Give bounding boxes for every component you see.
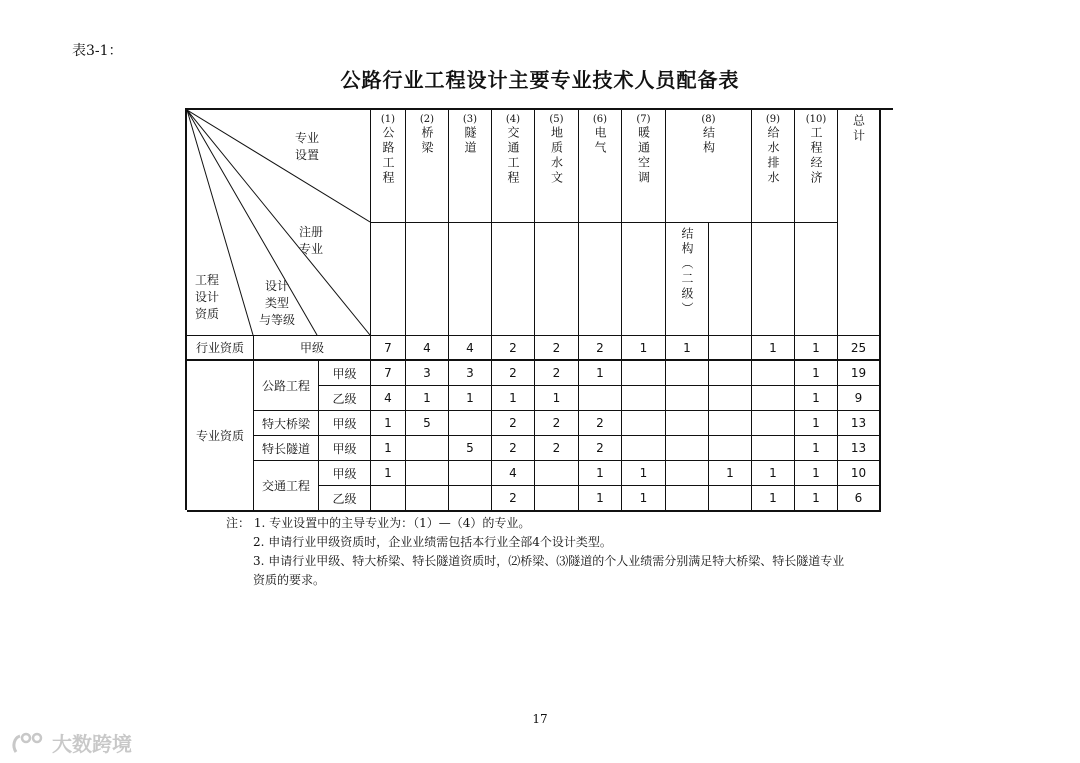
- value-cell: [579, 386, 622, 411]
- registered-cell-empty: [709, 223, 752, 336]
- watermark-text: 大数跨境: [52, 732, 132, 756]
- value-cell: 2: [492, 361, 535, 386]
- value-cell: 1: [371, 436, 406, 461]
- row-label-specialty: 专业资质: [187, 361, 254, 512]
- column-name: 结构: [701, 126, 716, 156]
- label-profession-setting-line2: 设置: [295, 148, 320, 162]
- registered-cell-empty: [492, 223, 535, 336]
- row-label-industry: 行业资质: [187, 336, 254, 361]
- registered-cell-empty: [622, 223, 666, 336]
- value-cell: 3: [449, 361, 492, 386]
- note-3-continued: 资质的要求。: [253, 573, 326, 587]
- label-profession-setting: [295, 130, 319, 164]
- label-profession-setting-line1: 专业: [295, 131, 320, 145]
- value-cell: 1: [752, 486, 795, 512]
- group-label: 交通工程: [254, 461, 319, 512]
- grade-label: 甲级: [319, 411, 371, 436]
- value-cell: 1: [795, 336, 838, 361]
- column-header-geology: [535, 110, 579, 223]
- value-cell: 1: [752, 336, 795, 361]
- column-header-traffic: [492, 110, 535, 223]
- value-cell: [666, 436, 709, 461]
- column-header-water: [752, 110, 795, 223]
- value-cell: 3: [406, 361, 449, 386]
- label-qualification: [195, 272, 219, 323]
- value-cell: [449, 411, 492, 436]
- value-cell: [709, 361, 752, 386]
- total-cell: 6: [838, 486, 881, 512]
- column-name: 电气: [593, 126, 607, 156]
- value-cell: [709, 486, 752, 512]
- value-cell: [752, 436, 795, 461]
- label-qual-line3: 资质: [195, 307, 220, 321]
- note-1: 注： 1. 专业设置中的主导专业为：（1）—（4）的专业。: [226, 516, 531, 530]
- value-cell: 1: [795, 411, 838, 436]
- watermark-glyph-icon: [10, 730, 48, 756]
- value-cell: [666, 486, 709, 512]
- watermark-logo: [10, 728, 132, 757]
- column-name: 交通工程: [506, 126, 520, 186]
- label-design-line1: 设计: [265, 279, 290, 293]
- column-name: 隧道: [463, 126, 477, 156]
- column-header-tunnel: [449, 110, 492, 223]
- note-2: 2. 申请行业甲级资质时，企业业绩需包括本行业全部4个设计类型。: [253, 535, 612, 549]
- value-cell: 1: [666, 336, 709, 361]
- value-cell: [666, 411, 709, 436]
- value-cell: 1: [371, 411, 406, 436]
- grade-label: 甲级: [319, 461, 371, 486]
- value-cell: 5: [449, 436, 492, 461]
- column-header-total: [838, 110, 881, 336]
- value-cell: 1: [371, 461, 406, 486]
- page-number: 17: [532, 712, 548, 726]
- column-number: (7): [636, 114, 651, 125]
- value-cell: 1: [752, 461, 795, 486]
- total-cell: 10: [838, 461, 881, 486]
- grade-label: 乙级: [319, 486, 371, 512]
- label-design-line3: 与等级: [259, 313, 296, 327]
- column-number: (8): [701, 114, 716, 125]
- value-cell: 2: [579, 436, 622, 461]
- value-cell: [449, 486, 492, 512]
- value-cell: [709, 436, 752, 461]
- label-registered-line2: 专业: [299, 242, 324, 256]
- value-cell: [371, 486, 406, 512]
- value-cell: 1: [622, 336, 666, 361]
- column-number: (2): [419, 114, 435, 125]
- column-header-electrical: [579, 110, 622, 223]
- value-cell: [666, 361, 709, 386]
- value-cell: 1: [406, 386, 449, 411]
- column-name: 公路工程: [381, 126, 395, 186]
- value-cell: [666, 386, 709, 411]
- value-cell: 2: [492, 336, 535, 361]
- value-cell: [406, 486, 449, 512]
- value-cell: 2: [579, 411, 622, 436]
- value-cell: 7: [371, 336, 406, 361]
- column-header-hvac: [622, 110, 666, 223]
- registered-cell-empty: [535, 223, 579, 336]
- value-cell: [709, 336, 752, 361]
- value-cell: [709, 386, 752, 411]
- value-cell: [709, 411, 752, 436]
- value-cell: 1: [795, 361, 838, 386]
- column-number: (10): [805, 114, 827, 125]
- value-cell: 1: [622, 461, 666, 486]
- value-cell: [752, 361, 795, 386]
- total-cell: 19: [838, 361, 881, 386]
- value-cell: [406, 436, 449, 461]
- column-header-bridge: [406, 110, 449, 223]
- registered-cell-empty: [795, 223, 838, 336]
- value-cell: 1: [795, 461, 838, 486]
- value-cell: 4: [449, 336, 492, 361]
- registered-cell-empty: [752, 223, 795, 336]
- column-number: (1): [380, 114, 396, 125]
- value-cell: [622, 436, 666, 461]
- value-cell: 1: [795, 436, 838, 461]
- value-cell: 2: [535, 361, 579, 386]
- registered-cell-empty: [579, 223, 622, 336]
- value-cell: 1: [795, 486, 838, 512]
- column-number: (6): [592, 114, 608, 125]
- value-cell: 2: [492, 436, 535, 461]
- document-title: 公路行业工程设计主要专业技术人员配备表: [340, 68, 740, 92]
- value-cell: [752, 386, 795, 411]
- value-cell: [449, 461, 492, 486]
- value-cell: 1: [535, 386, 579, 411]
- column-number: (5): [549, 114, 564, 125]
- label-registered-profession: [299, 224, 323, 258]
- total-cell: 9: [838, 386, 881, 411]
- total-cell: 13: [838, 411, 881, 436]
- value-cell: 1: [579, 461, 622, 486]
- grade-label: 甲级: [319, 436, 371, 461]
- column-name: 暖通空调: [636, 126, 651, 186]
- table-label: 表3-1：: [72, 43, 123, 59]
- value-cell: [622, 411, 666, 436]
- value-cell: 1: [579, 486, 622, 512]
- value-cell: [752, 411, 795, 436]
- value-cell: 2: [579, 336, 622, 361]
- column-number: (3): [462, 114, 478, 125]
- group-label: 特大桥梁: [254, 411, 319, 436]
- label-design-type: [259, 278, 295, 329]
- label-registered-line1: 注册: [299, 225, 324, 239]
- registered-cell-empty: [449, 223, 492, 336]
- column-name: 给水排水: [766, 126, 780, 186]
- diagonal-header-cell: [187, 110, 371, 336]
- value-cell: 1: [579, 361, 622, 386]
- registered-cell-empty: [371, 223, 406, 336]
- table-notes: [226, 514, 844, 590]
- value-cell: 1: [622, 486, 666, 512]
- value-cell: 1: [795, 386, 838, 411]
- value-cell: 2: [492, 486, 535, 512]
- value-cell: 7: [371, 361, 406, 386]
- value-cell: 5: [406, 411, 449, 436]
- column-name: 地质水文: [549, 126, 564, 186]
- note-3: 3. 申请行业甲级、特大桥梁、特长隧道资质时，⑵桥梁、⑶隧道的个人业绩需分别满足特大桥梁、特长隧道专业: [253, 554, 845, 568]
- value-cell: 2: [535, 411, 579, 436]
- group-label: 特长隧道: [254, 436, 319, 461]
- grade-label: 甲级: [319, 361, 371, 386]
- value-cell: [666, 461, 709, 486]
- value-cell: 2: [492, 411, 535, 436]
- staffing-table: [185, 108, 893, 510]
- value-cell: 2: [535, 436, 579, 461]
- total-cell: 25: [838, 336, 881, 361]
- label-qual-line1: 工程: [195, 273, 220, 287]
- value-cell: [622, 386, 666, 411]
- label-design-line2: 类型: [265, 296, 290, 310]
- value-cell: 2: [535, 336, 579, 361]
- registered-structure-text: 结构（二级）: [680, 227, 694, 317]
- column-name: 工程经济: [809, 126, 823, 186]
- value-cell: [535, 486, 579, 512]
- grade-label: 乙级: [319, 386, 371, 411]
- column-name: 总计: [851, 114, 866, 144]
- group-label: 公路工程: [254, 361, 319, 411]
- registered-cell-empty: [406, 223, 449, 336]
- value-cell: 4: [492, 461, 535, 486]
- column-number: (4): [505, 114, 521, 125]
- column-name: 桥梁: [420, 126, 434, 156]
- column-header-economics: [795, 110, 838, 223]
- column-header-structure: [666, 110, 752, 223]
- value-cell: 1: [449, 386, 492, 411]
- value-cell: [406, 461, 449, 486]
- column-header-highway: [371, 110, 406, 223]
- label-qual-line2: 设计: [195, 290, 220, 304]
- column-number: (9): [765, 114, 781, 125]
- value-cell: 4: [406, 336, 449, 361]
- value-cell: [622, 361, 666, 386]
- value-cell: [535, 461, 579, 486]
- value-cell: 1: [709, 461, 752, 486]
- grade-industry-a: 甲级: [254, 336, 371, 361]
- total-cell: 13: [838, 436, 881, 461]
- value-cell: 4: [371, 386, 406, 411]
- registered-structure-level2: [666, 223, 709, 336]
- value-cell: 1: [492, 386, 535, 411]
